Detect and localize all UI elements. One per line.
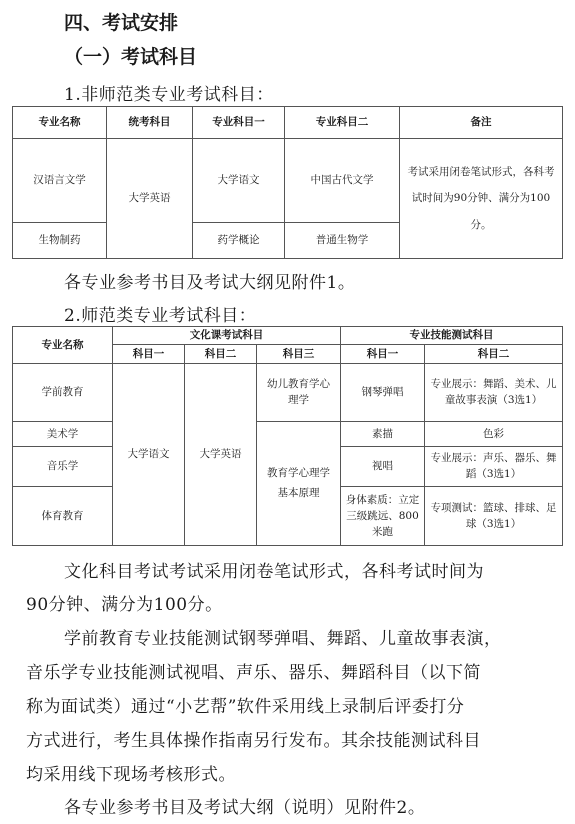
paragraph-line: 方式进行，考生具体操作指南另行发布。其余技能测试科目 [26,731,481,751]
table2-subject3-shared: 教育学心理学基本原理 [257,422,341,546]
paragraph-line: 学前教育专业技能测试钢琴弹唱、舞蹈、儿童故事表演， [64,629,502,649]
table2-skill2: 色彩 [425,422,563,446]
paragraph-line: 均采用线下现场考核形式。 [26,765,236,785]
table1-header-subject2: 专业科目二 [285,107,400,139]
table2-culture-subject1: 大学语文 [113,363,185,546]
table2-major: 音乐学 [13,446,113,487]
table2-skill1: 身体素质：立定三级跳远、800米跑 [341,487,425,546]
paragraph-line: 文化科目考试考试采用闭卷笔试形式，各科考试时间为 [64,562,484,582]
part2-title: 2.师范类专业考试科目： [64,306,257,326]
table2-major: 美术学 [13,422,113,446]
paragraph-line: 90分钟、满分为100分。 [26,595,223,615]
table2-skill2: 专业展示：舞蹈、美术、儿童故事表演（3选1） [425,363,563,422]
table2-header-culture: 文化课考试科目 [113,327,341,345]
table1-note: 考试采用闭卷笔试形式，各科考试时间为90分钟、满分为100分。 [400,139,563,259]
table2-skill1: 钢琴弹唱 [341,363,425,422]
table2-major: 体育教育 [13,487,113,546]
table1-major: 生物制药 [13,223,107,259]
table1-subject2: 中国古代文学 [285,139,400,223]
table2-major: 学前教育 [13,363,113,422]
table2-subheader: 科目一 [113,345,185,363]
paragraph-line: 音乐学专业技能测试视唱、声乐、器乐、舞蹈科目（以下简 [26,663,481,683]
table2-skill2: 专项测试：篮球、排球、足球（3选1） [425,487,563,546]
table2-header-major: 专业名称 [13,327,113,364]
table2-subheader: 科目一 [341,345,425,363]
section-title: 四、考试安排 [64,12,179,34]
part1-title: 1.非师范类专业考试科目： [64,85,274,105]
table2-subheader: 科目二 [425,345,563,363]
table2-header-skill: 专业技能测试科目 [341,327,563,345]
table2-skill2: 专业展示：声乐、器乐、舞蹈（3选1） [425,446,563,487]
table2-subject3: 幼儿教育学心理学 [257,363,341,422]
table2-skill1: 素描 [341,422,425,446]
table1-header-common: 统考科目 [107,107,193,139]
part1-reference: 各专业参考书目及考试大纲见附件1。 [64,273,356,293]
subsection-title: （一）考试科目 [64,46,198,68]
table1-header-subject1: 专业科目一 [193,107,285,139]
table1-subject1: 大学语文 [193,139,285,223]
table1-subject1: 药学概论 [193,223,285,259]
table1-header-major: 专业名称 [13,107,107,139]
non-normal-subjects-table [12,106,563,259]
table1-subject2: 普通生物学 [285,223,400,259]
table1-major: 汉语言文学 [13,139,107,223]
paragraph-line: 各专业参考书目及考试大纲（说明）见附件2。 [64,798,426,818]
table2-subheader: 科目三 [257,345,341,363]
table1-header-note: 备注 [400,107,563,139]
table2-skill1: 视唱 [341,446,425,487]
paragraph-line: 称为面试类）通过“小艺帮”软件采用线上录制后评委打分 [26,697,465,717]
table2-culture-subject2: 大学英语 [185,363,257,546]
normal-subjects-table [12,326,563,546]
table1-common-subject: 大学英语 [107,139,193,259]
table2-subheader: 科目二 [185,345,257,363]
